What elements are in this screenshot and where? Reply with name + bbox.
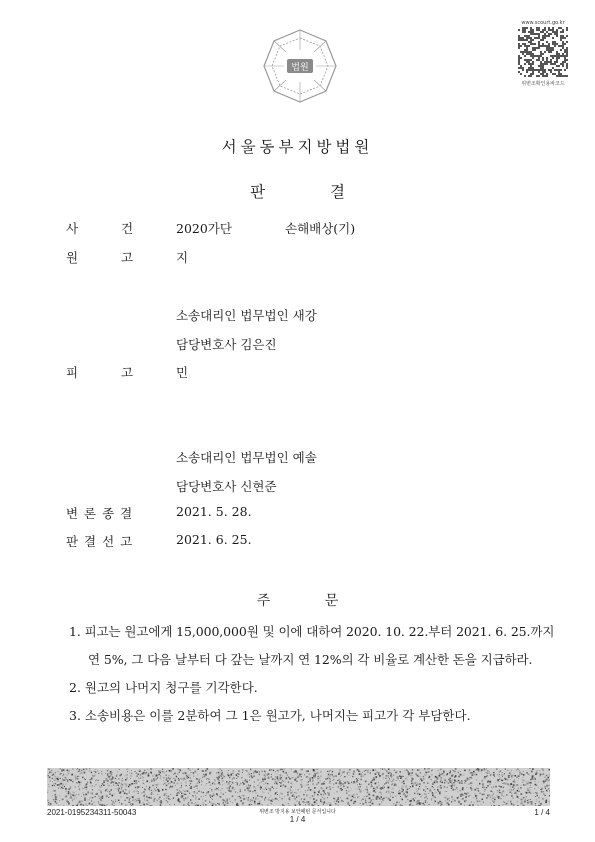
plaintiff-name: 지: [176, 250, 189, 265]
defendant-label-a: 피: [66, 365, 79, 380]
case-label-b: 건: [121, 221, 134, 236]
verification-qr-box: [515, 20, 571, 90]
order-item-1-line-1: 1. 피고는 원고에게 15,000,000원 및 이에 대하여 2020. 10. 22.부터 2021. 6. 25.까지: [69, 624, 555, 639]
sentence-label: 판 결 선 고: [66, 534, 134, 549]
security-pattern-band: [47, 768, 550, 806]
security-notice: 위변조 방지용 보안패턴 문서입니다: [259, 809, 336, 815]
orders-title: 주 문: [256, 593, 339, 609]
document-id: 2021-0195234311-50043: [47, 808, 137, 817]
sentence-date: 2021. 6. 25.: [176, 532, 252, 547]
document-type-title: 판 결: [250, 183, 345, 201]
page-number-right: 1 / 4: [534, 808, 550, 817]
qr-url-text: www.scourt.go.kr: [521, 20, 565, 26]
order-item-1-line-2: 연 5%, 그 다음 날부터 다 갚는 날까지 연 12%의 각 비율로 계산한 돈을 지급하라.: [88, 652, 533, 667]
closing-date: 2021. 5. 28.: [176, 504, 252, 519]
closing-label: 변 론 종 결: [66, 506, 134, 521]
plaintiff-counsel: 소송대리인 법무법인 새강: [176, 308, 317, 323]
case-number: 2020가단: [176, 221, 232, 236]
court-seal-logo: [262, 28, 338, 104]
defendant-counsel: 소송대리인 법무법인 예솔: [176, 450, 317, 465]
defendant-name: 민: [176, 365, 189, 380]
seal-text: 법원: [291, 63, 309, 73]
court-name: 서울동부지방법원: [221, 138, 374, 156]
defendant-label-b: 고: [121, 365, 134, 380]
order-item-3: 3. 소송비용은 이를 2분하여 그 1은 원고가, 나머지는 피고가 각 부담한다.: [69, 708, 471, 723]
plaintiff-label-b: 고: [121, 250, 134, 265]
case-label-a: 사: [66, 221, 79, 236]
case-name: 손해배상(기): [285, 221, 356, 236]
plaintiff-attorney: 담당변호사 김은진: [176, 337, 277, 352]
page-number-center: 1 / 4: [289, 815, 306, 824]
plaintiff-label-a: 원: [66, 250, 79, 265]
defendant-attorney: 담당변호사 신현준: [176, 479, 277, 494]
qr-caption-text: 위변조확인용바코드: [521, 81, 565, 87]
order-item-2: 2. 원고의 나머지 청구를 기각한다.: [69, 680, 258, 695]
qr-code-icon: [518, 27, 568, 77]
